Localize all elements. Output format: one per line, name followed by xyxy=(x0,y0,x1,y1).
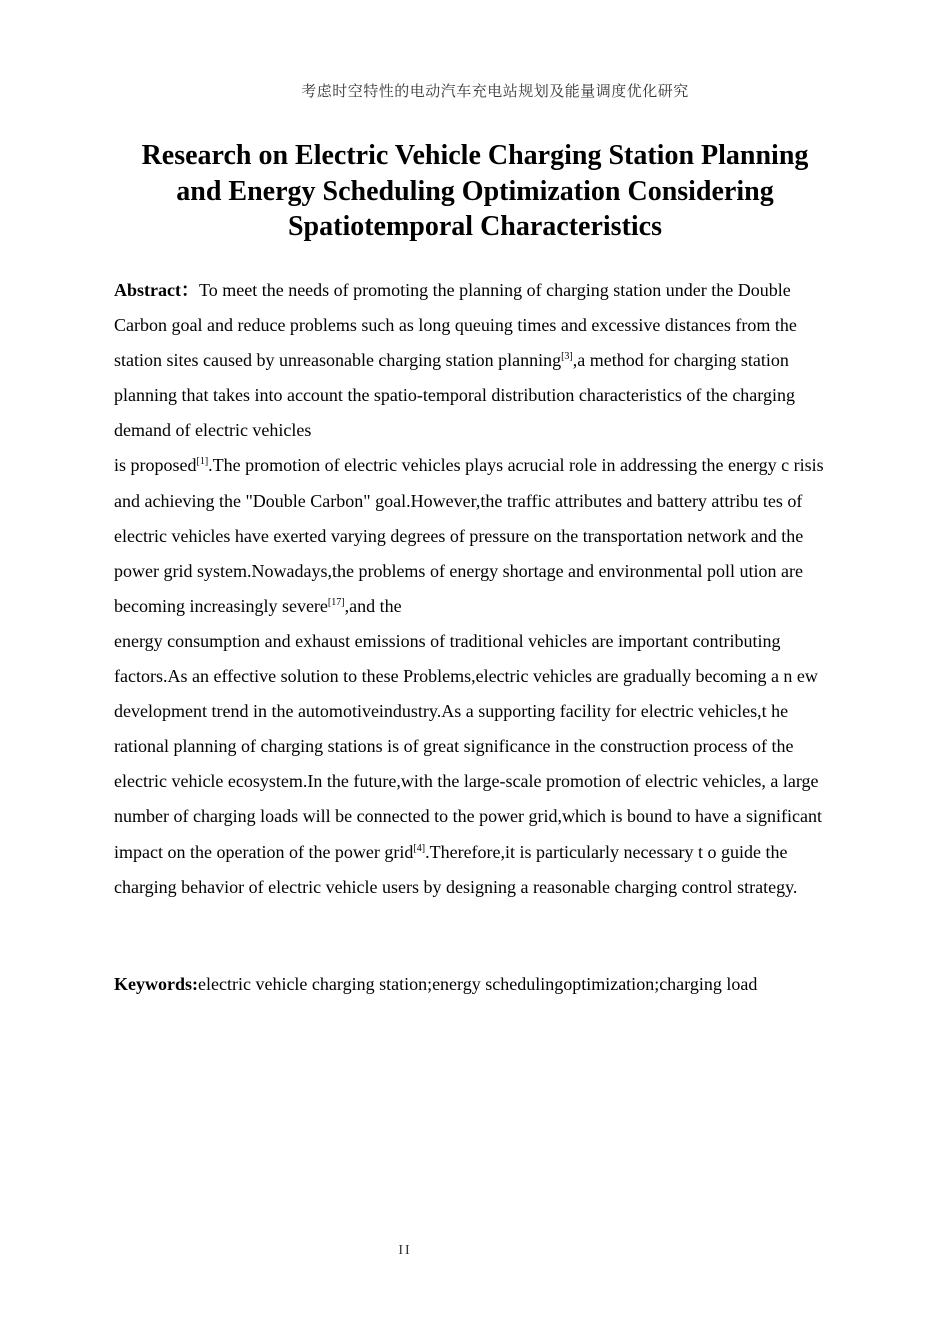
citation-ref: [4] xyxy=(413,842,426,854)
abstract-section xyxy=(114,273,838,905)
abstract-paragraph-2 xyxy=(114,448,838,623)
citation-ref: [3] xyxy=(561,351,573,363)
abstract-paragraph-3 xyxy=(114,624,838,905)
abstract-text: is proposed xyxy=(114,455,197,476)
paper-title xyxy=(95,138,855,245)
running-header: 考虑时空特性的电动汽车充电站规划及能量调度优化研究 xyxy=(301,82,689,100)
citation-ref: [17] xyxy=(327,596,345,608)
title-line-1: Research on Electric Vehicle Charging Station Planning xyxy=(141,140,809,171)
keywords-text: electric vehicle charging station;energy schedulingoptimization;charging load xyxy=(198,974,758,994)
citation-ref: [1] xyxy=(196,456,209,468)
keywords-section xyxy=(114,967,844,1002)
page-number: II xyxy=(398,1243,412,1258)
abstract-text: energy consumption and exhaust emissions of traditional vehicles are important contributing factors.As an effective solution to these Problems,electric vehicles are gradually becoming a n ew development trend in the automotiveindustry.As a supporting facility for electric vehicles,t he rational planning of charging stations is of great significance in the construction process of the electric vehicle ecosystem.In the future,with the large-scale promotion of electric vehicles, a large number of charging loads will be connected to the power grid,which is bound to have a significant impact on the operation of the power grid xyxy=(114,630,822,862)
abstract-paragraph-1 xyxy=(114,273,838,448)
abstract-label: Abstract： xyxy=(114,280,199,300)
abstract-text: .Therefore,it is particularly necessary t o guide the charging behavior of electric vehicle users by designing a reasonable charging control strategy. xyxy=(114,841,798,897)
abstract-text: ,a method for charging station planning that takes into account the spatio-temporal distribution characteristics of the charging demand of electric vehicles xyxy=(114,350,795,441)
abstract-text: .The promotion of electric vehicles plays acrucial role in addressing the energy c risis and achieving the "Double Carbon" goal.However,the traffic attributes and battery attribu tes of electric vehicles have exerted varying degrees of pressure on the transportation network and the power grid system.Nowadays,the problems of energy shortage and environmental poll ution are becoming increasingly severe xyxy=(114,455,824,616)
title-line-3: Spatiotemporal Characteristics xyxy=(287,211,663,242)
abstract-text: ,and the xyxy=(344,595,402,616)
abstract-text: To meet the needs of promoting the planning of charging station under the Double Carbon goal and reduce problems such as long queuing times and excessive distances from the station sites caused by unreasonable charging station planning xyxy=(114,280,797,371)
keywords-label: Keywords: xyxy=(114,974,198,994)
title-line-2: and Energy Scheduling Optimization Considering xyxy=(176,175,774,207)
